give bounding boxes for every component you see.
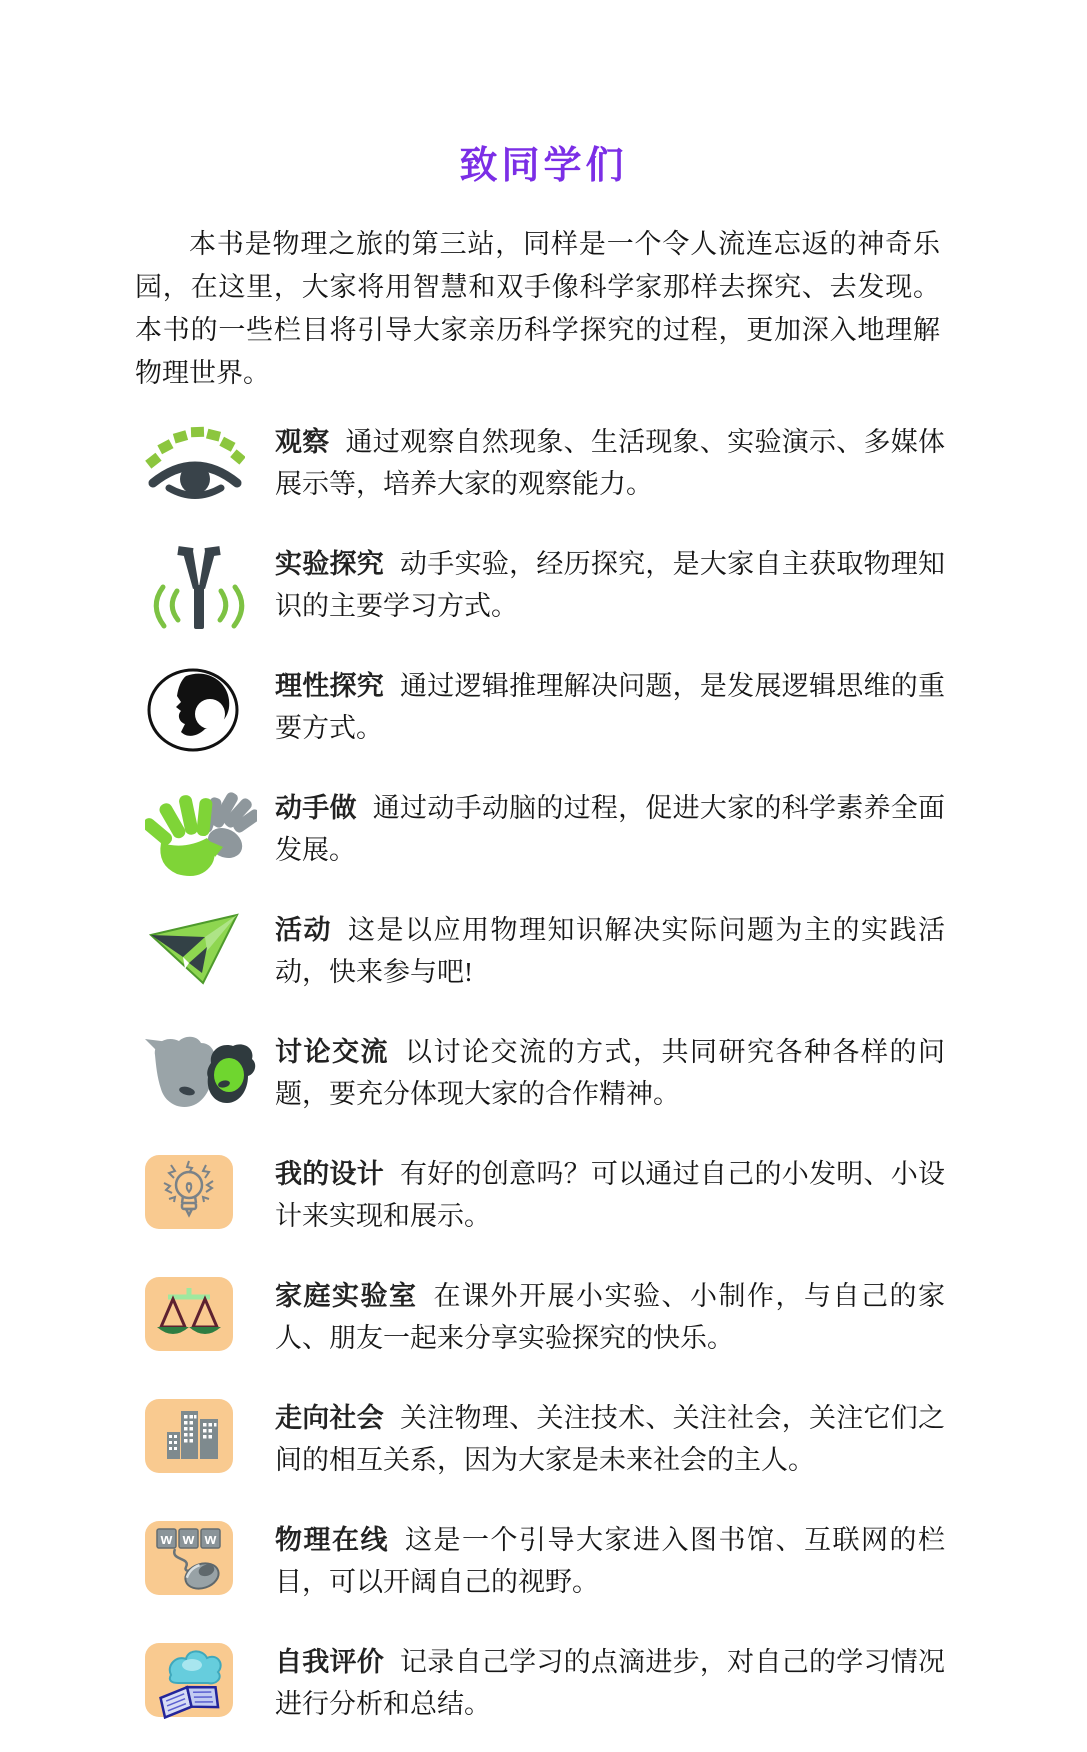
section-label: 我的设计 bbox=[275, 1159, 385, 1189]
section-description: 通过逻辑推理解决问题，是发展逻辑思维的重要方式。 bbox=[275, 671, 946, 743]
section-label: 活动 bbox=[275, 915, 332, 945]
list-item bbox=[133, 421, 945, 532]
tuning-fork-icon bbox=[133, 543, 275, 633]
page-title: 致同学们 bbox=[459, 145, 628, 187]
svg-text:w: w bbox=[182, 1531, 195, 1548]
section-description: 这是以应用物理知识解决实际问题为主的实践活动，快来参与吧! bbox=[275, 915, 945, 987]
section-label: 走向社会 bbox=[275, 1403, 385, 1433]
section-description: 记录自己学习的点滴进步，对自己的学习情况进行分析和总结。 bbox=[275, 1647, 946, 1719]
buildings-icon bbox=[133, 1397, 275, 1475]
section-label: 家庭实验室 bbox=[275, 1281, 418, 1311]
lightbulb-icon bbox=[133, 1153, 275, 1231]
section-label: 自我评价 bbox=[275, 1647, 385, 1677]
section-description: 有好的创意吗？可以通过自己的小发明、小设计来实现和展示。 bbox=[275, 1159, 946, 1231]
section-label: 理性探究 bbox=[275, 671, 385, 701]
list-item bbox=[133, 1031, 945, 1142]
list-item bbox=[133, 543, 945, 654]
section-description: 通过观察自然现象、生活现象、实验演示、多媒体展示等，培养大家的观察能力。 bbox=[275, 427, 946, 499]
open-book-icon bbox=[133, 1641, 275, 1719]
list-item bbox=[133, 1641, 945, 1752]
section-label: 物理在线 bbox=[275, 1525, 389, 1555]
section-label: 讨论交流 bbox=[275, 1037, 389, 1067]
section-label: 实验探究 bbox=[275, 549, 385, 579]
head-profile-icon bbox=[133, 665, 275, 753]
www-mouse-icon bbox=[133, 1519, 275, 1597]
section-label: 动手做 bbox=[275, 793, 357, 823]
section-description: 以讨论交流的方式，共同研究各种各样的问题，要充分体现大家的合作精神。 bbox=[275, 1037, 945, 1109]
intro-paragraph: 本书是物理之旅的第三站，同样是一个令人流连忘返的神奇乐园，在这里，大家将用智慧和双手像科学家那样去探究、去发现。本书的一些栏目将引导大家亲历科学探究的过程，更加深入地理解物理世界。 bbox=[135, 229, 940, 388]
section-description: 关注物理、关注技术、关注社会，关注它们之间的相互关系，因为大家是未来社会的主人。 bbox=[275, 1403, 946, 1475]
list-item bbox=[133, 909, 945, 1020]
list-item bbox=[133, 787, 945, 898]
list-item bbox=[133, 1519, 945, 1630]
list-item bbox=[133, 1397, 945, 1508]
section-label: 观察 bbox=[275, 427, 330, 457]
section-description: 在课外开展小实验、小制作，与自己的家人、朋友一起来分享实验探究的快乐。 bbox=[275, 1281, 945, 1353]
list-item bbox=[133, 665, 945, 776]
section-description: 动手实验，经历探究，是大家自主获取物理知识的主要学习方式。 bbox=[275, 549, 946, 621]
svg-text:w: w bbox=[204, 1531, 217, 1548]
feature-list bbox=[133, 421, 945, 1752]
balance-scale-icon bbox=[133, 1275, 275, 1353]
svg-text:w: w bbox=[160, 1531, 173, 1548]
section-description: 通过动手动脑的过程，促进大家的科学素养全面发展。 bbox=[275, 793, 946, 865]
eye-icon bbox=[133, 421, 275, 503]
list-item bbox=[133, 1153, 945, 1264]
hands-icon bbox=[133, 787, 275, 881]
discussion-heads-icon bbox=[133, 1031, 275, 1117]
paper-plane-icon bbox=[133, 909, 275, 989]
list-item bbox=[133, 1275, 945, 1386]
section-description: 这是一个引导大家进入图书馆、互联网的栏目，可以开阔自己的视野。 bbox=[275, 1525, 945, 1597]
